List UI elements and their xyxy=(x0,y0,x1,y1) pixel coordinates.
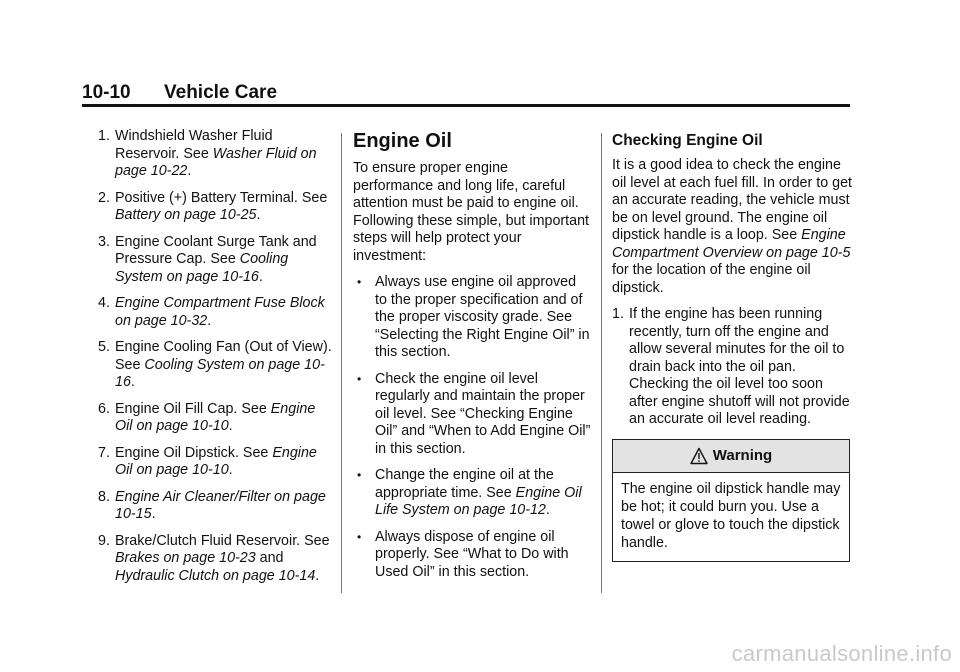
list-item: 4. Engine Compartment Fuse Block on page 10-32. xyxy=(98,295,325,329)
bullet-list xyxy=(353,274,591,581)
warning-title: Warning xyxy=(712,446,773,464)
list-item: 8. Engine Air Cleaner/Filter on page 10-15. xyxy=(98,488,326,522)
warning-header xyxy=(613,440,849,473)
page-number: 10-10 xyxy=(82,82,131,103)
column-divider-2 xyxy=(601,133,602,593)
intro-paragraph: To ensure proper engine performance and long life, careful attention must be paid to engine oil. Following these simple, but important steps will help protect your investment: xyxy=(353,160,590,264)
warning-box xyxy=(612,439,850,562)
list-item: 5. Engine Cooling Fan (Out of View). See Cooling System on page 10-16. xyxy=(98,339,332,390)
page-reference: Cooling System on page 10-16 xyxy=(115,356,325,390)
section-heading: Engine Oil xyxy=(353,130,452,152)
page-reference: Engine Compartment Overview on page 10-5 xyxy=(612,227,851,261)
bullet-icon: • xyxy=(357,275,362,289)
list-item: 7. Engine Oil Dipstick. See Engine Oil on page 10-10. xyxy=(98,444,317,478)
bullet-icon: • xyxy=(357,529,362,544)
column-divider-1 xyxy=(341,133,342,593)
bullet-icon: • xyxy=(357,468,362,482)
list-item: 3. Engine Coolant Surge Tank and Pressure Cap. See Cooling System on page 10-16. xyxy=(98,233,317,285)
list-item: 9. Brake/Clutch Fluid Reservoir. See Brakes on page 10-23 and Hydraulic Clutch on page 10-14. xyxy=(98,532,330,584)
page-reference: Battery on page 10-25 xyxy=(115,207,257,223)
column-3 xyxy=(612,128,852,562)
list-item: 6. Engine Oil Fill Cap. See Engine Oil on page 10-10. xyxy=(98,400,316,434)
list-item: 1. Windshield Washer Fluid Reservoir. See Washer Fluid on page 10-22. xyxy=(98,128,317,179)
list-item: • Change the engine oil at the appropriate time. See Engine Oil Life System on page 10-12. xyxy=(357,467,582,518)
page-reference: Engine Oil Life System on page 10-12 xyxy=(375,484,582,518)
page-reference: Engine Air Cleaner/Filter on page 10-15 xyxy=(115,488,326,522)
page-reference: Washer Fluid on page 10-22 xyxy=(115,145,317,179)
column-1 xyxy=(98,128,334,594)
watermark: carmanualsonline.info xyxy=(731,641,952,666)
list-item: • Always dispose of engine oil properly. See “What to Do with Used Oil” in this section. xyxy=(357,528,569,580)
page-reference: Brakes on page 10-23 xyxy=(115,550,256,566)
subsection-heading: Checking Engine Oil xyxy=(612,132,763,149)
page-reference: Engine Oil on page 10-10 xyxy=(115,400,316,434)
bullet-icon: • xyxy=(357,371,362,386)
warning-text: The engine oil dipstick handle may be hot; it could burn you. Use a towel or glove to touch the dipstick handle. xyxy=(621,480,841,551)
warning-triangle-icon xyxy=(690,447,708,465)
page-reference: Engine Oil on page 10-10 xyxy=(115,444,317,478)
column-2 xyxy=(353,128,591,590)
list-item: 1. If the engine has been running recently, turn off the engine and allow several minutes for the oil to drain back into the oil pan. Checking the oil level too soon after engine shutoff will not provide an accurate oil level reading. xyxy=(612,306,850,427)
list-item: • Always use engine oil approved to the proper specification and of the proper viscosity grade. See “Selecting the Right Engine Oil” in this section. xyxy=(357,274,590,360)
page-reference: Engine Compartment Fuse Block on page 10-32 xyxy=(115,295,325,329)
section-title: Vehicle Care xyxy=(164,82,278,103)
list-item: 2. Positive (+) Battery Terminal. See Battery on page 10-25. xyxy=(98,189,328,223)
intro-paragraph: It is a good idea to check the engine oil level at each fuel fill. In order to get an accurate reading, the vehicle must be on level ground. The engine oil dipstick handle is a loop. See Engine Compartment Overview on page 10-5 for the location of the engine oil dipstick. xyxy=(612,157,853,296)
header-rule xyxy=(82,104,850,107)
component-list xyxy=(98,128,334,585)
step-list xyxy=(612,306,852,429)
page-reference: Cooling System on page 10-16 xyxy=(115,251,289,285)
page-reference: Hydraulic Clutch on page 10-14 xyxy=(115,567,316,584)
page-header xyxy=(82,82,277,104)
list-item: • Check the engine oil level regularly and maintain the proper oil level. See “Checking Engine Oil” and “When to Add Engine Oil” in this section. xyxy=(357,370,591,457)
